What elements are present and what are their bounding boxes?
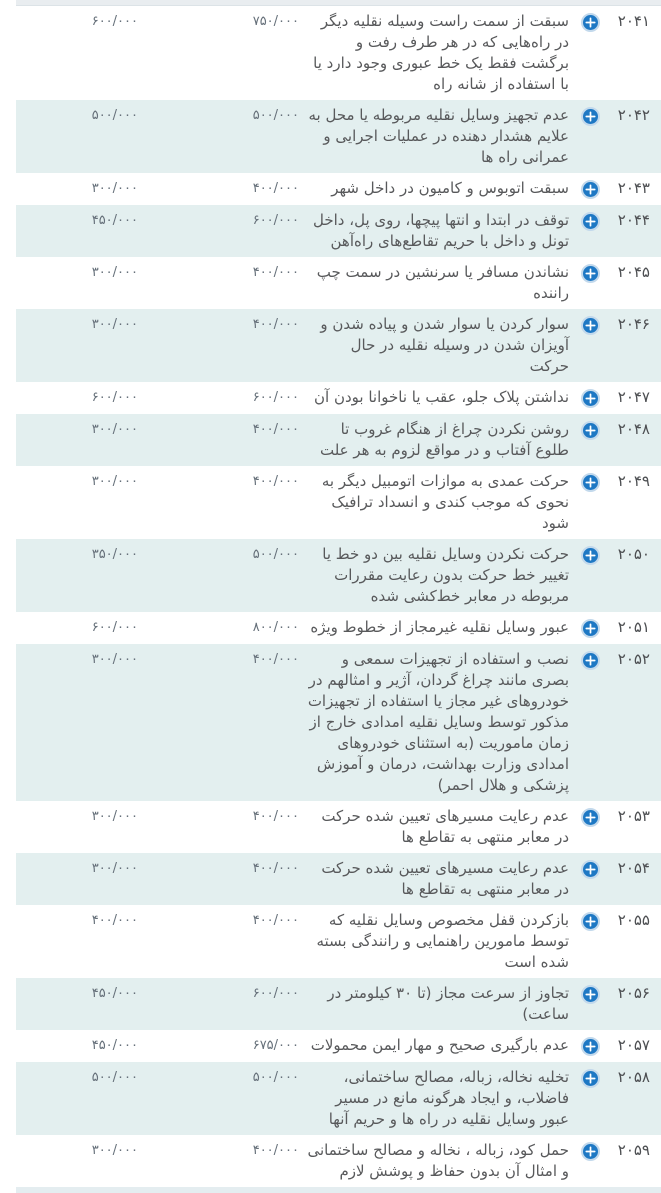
expand-row-button[interactable] (580, 472, 601, 493)
expander-cell (569, 105, 611, 127)
violation-code: ۲۰۵۴ (617, 859, 650, 877)
plus-icon (580, 315, 601, 336)
table-row (16, 382, 661, 414)
violation-description: حمل کود، زباله ، نخاله و مصالح ساختمانی و امثال آن بدون حفاظ و پوشش لازم (307, 1141, 569, 1180)
expander-cell (569, 544, 611, 566)
plus-icon (580, 618, 601, 639)
fine-amount-primary: ۴۰۰/۰۰۰ (252, 861, 299, 876)
expand-row-button[interactable] (580, 807, 601, 828)
violation-description: حرکت نکردن وسایل نقلیه بین دو خط یا تغییر خط حرکت بدون رعایت مقررات مربوطه در معابر خط‌کشی شده (322, 545, 569, 605)
plus-icon (580, 263, 601, 284)
violation-code: ۲۰۵۱ (617, 618, 650, 636)
plus-icon (580, 984, 601, 1005)
expand-row-button[interactable] (580, 1036, 601, 1057)
fine-amount-primary: ۶۷۵/۰۰۰ (252, 1038, 299, 1053)
plus-icon (580, 650, 601, 671)
violation-code: ۲۰۴۱ (617, 12, 650, 30)
violation-code: ۲۰۴۹ (617, 472, 650, 490)
violation-code: ۲۰۵۳ (617, 807, 650, 825)
fine-amount-primary: ۴۰۰/۰۰۰ (252, 181, 299, 196)
next-row-top-edge (16, 1187, 661, 1193)
expander-cell (569, 314, 611, 336)
table-row (16, 205, 661, 257)
expand-row-button[interactable] (580, 179, 601, 200)
plus-icon (580, 420, 601, 441)
table-row (16, 978, 661, 1030)
expander-cell (569, 178, 611, 200)
violation-description: توقف در ابتدا و انتها پیچها، روی پل، داخل تونل و داخل با حریم تقاطع‌های راه‌آهن (313, 211, 569, 250)
fine-amount-primary: ۴۰۰/۰۰۰ (252, 913, 299, 928)
expander-cell (569, 1067, 611, 1089)
expand-row-button[interactable] (580, 545, 601, 566)
fine-amount-primary: ۴۰۰/۰۰۰ (252, 317, 299, 332)
table-row (16, 100, 661, 173)
expander-cell (569, 858, 611, 880)
expander-cell (569, 387, 611, 409)
plus-icon (580, 12, 601, 33)
fine-amount-primary: ۸۰۰/۰۰۰ (252, 620, 299, 635)
fine-amount-secondary: ۴۵۰/۰۰۰ (91, 1038, 138, 1053)
violation-code: ۲۰۵۵ (617, 911, 650, 929)
plus-icon (580, 388, 601, 409)
violation-description: نصب و استفاده از تجهیزات سمعی و بصری مانند چراغ گردان، آژیر و امثالهم در خودروهای غیر مجاز یا استفاده از تجهیزات مذکور توسط وسایل نقلیه امدادی خارج از زمان ماموریت (به استثنای خودروهای امدادی وزارت بهداشت، درمان و آموزش پزشکی و هلال احمر) (307, 650, 569, 794)
fine-amount-secondary: ۳۰۰/۰۰۰ (91, 809, 138, 824)
fine-amount-secondary: ۴۵۰/۰۰۰ (91, 986, 138, 1001)
table-row (16, 173, 661, 205)
violation-code: ۲۰۵۰ (617, 545, 650, 563)
table-row (16, 801, 661, 853)
violation-code: ۲۰۵۸ (617, 1068, 650, 1086)
fine-amount-secondary: ۶۰۰/۰۰۰ (91, 14, 138, 29)
fine-amount-secondary: ۳۰۰/۰۰۰ (91, 422, 138, 437)
expand-row-button[interactable] (580, 263, 601, 284)
table-row (16, 414, 661, 466)
expander-cell (569, 910, 611, 932)
fine-amount-secondary: ۴۰۰/۰۰۰ (91, 913, 138, 928)
expand-row-button[interactable] (580, 420, 601, 441)
fine-amount-primary: ۵۰۰/۰۰۰ (252, 108, 299, 123)
plus-icon (580, 859, 601, 880)
violation-code: ۲۰۵۶ (617, 984, 650, 1002)
expand-row-button[interactable] (580, 315, 601, 336)
violation-description: نشاندن مسافر یا سرنشین در سمت چپ راننده (316, 263, 569, 302)
table-row (16, 466, 661, 539)
expander-cell (569, 471, 611, 493)
table-row (16, 6, 661, 100)
plus-icon (580, 911, 601, 932)
violation-description: سوار کردن یا سوار شدن و پیاده شدن و آویزان شدن در وسیله نقلیه در حال حرکت (320, 315, 569, 375)
plus-icon (580, 211, 601, 232)
expander-cell (569, 983, 611, 1005)
fine-amount-secondary: ۳۰۰/۰۰۰ (91, 652, 138, 667)
violation-code: ۲۰۴۶ (617, 315, 650, 333)
fine-amount-primary: ۶۰۰/۰۰۰ (252, 986, 299, 1001)
plus-icon (580, 1141, 601, 1162)
expand-row-button[interactable] (580, 12, 601, 33)
fine-amount-secondary: ۳۰۰/۰۰۰ (91, 265, 138, 280)
violation-code: ۲۰۵۷ (617, 1036, 650, 1054)
expand-row-button[interactable] (580, 388, 601, 409)
expander-cell (569, 11, 611, 33)
violation-code: ۲۰۴۷ (617, 388, 650, 406)
table-row (16, 257, 661, 309)
expander-cell (569, 806, 611, 828)
fine-amount-primary: ۵۰۰/۰۰۰ (252, 547, 299, 562)
expander-cell (569, 419, 611, 441)
fine-amount-secondary: ۳۰۰/۰۰۰ (91, 1143, 138, 1158)
table-row (16, 853, 661, 905)
violation-description: عدم تجهیز وسایل نقلیه مربوطه یا محل به علایم هشدار دهنده در عملیات اجرایی و عمرانی راه ها (308, 106, 569, 166)
fine-amount-secondary: ۳۵۰/۰۰۰ (91, 547, 138, 562)
table-row (16, 1030, 661, 1062)
violation-description: عدم بارگیری صحیح و مهار ایمن محمولات (310, 1036, 569, 1054)
fine-amount-secondary: ۵۰۰/۰۰۰ (91, 1070, 138, 1085)
plus-icon (580, 545, 601, 566)
fine-amount-primary: ۷۵۰/۰۰۰ (252, 14, 299, 29)
fines-table (0, 6, 661, 1187)
expand-row-button[interactable] (580, 1141, 601, 1162)
violation-code: ۲۰۴۵ (617, 263, 650, 281)
table-row (16, 1135, 661, 1187)
violation-code: ۲۰۴۲ (617, 106, 650, 124)
fine-amount-primary: ۴۰۰/۰۰۰ (252, 652, 299, 667)
table-row (16, 644, 661, 801)
violation-code: ۲۰۵۹ (617, 1141, 650, 1159)
expander-cell (569, 649, 611, 671)
violation-description: روشن نکردن چراغ از هنگام غروب تا طلوع آفتاب و در مواقع لزوم به هر علت (319, 420, 569, 459)
fine-amount-primary: ۴۰۰/۰۰۰ (252, 1143, 299, 1158)
expander-cell (569, 1035, 611, 1057)
fine-amount-primary: ۴۰۰/۰۰۰ (252, 809, 299, 824)
table-row (16, 309, 661, 382)
fine-amount-secondary: ۳۰۰/۰۰۰ (91, 474, 138, 489)
violation-code: ۲۰۴۸ (617, 420, 650, 438)
fine-amount-secondary: ۴۵۰/۰۰۰ (91, 213, 138, 228)
table-row (16, 905, 661, 978)
violation-description: سبقت از سمت راست وسیله نقلیه دیگر در راه‌هایی که در هر طرف رفت و برگشت فقط یک خط عبوری وجود دارد یا با استفاده از شانه راه (313, 12, 569, 93)
plus-icon (580, 472, 601, 493)
violation-description: سبقت اتوبوس و کامیون در داخل شهر (331, 179, 569, 197)
fine-amount-secondary: ۶۰۰/۰۰۰ (91, 390, 138, 405)
expand-row-button[interactable] (580, 1068, 601, 1089)
fine-amount-secondary: ۳۰۰/۰۰۰ (91, 181, 138, 196)
violation-description: تجاوز از سرعت مجاز (تا ۳۰ کیلومتر در ساعت) (327, 984, 569, 1023)
expander-cell (569, 1140, 611, 1162)
expander-cell (569, 210, 611, 232)
fine-amount-secondary: ۶۰۰/۰۰۰ (91, 620, 138, 635)
violation-code: ۲۰۵۲ (617, 650, 650, 668)
fine-amount-secondary: ۵۰۰/۰۰۰ (91, 108, 138, 123)
violation-description: تخلیه نخاله، زباله، مصالح ساختمانی، فاضلاب، و ایجاد هرگونه مانع در مسیر عبور وسایل نقلیه در راه ها و حریم آنها (328, 1068, 569, 1128)
table-row (16, 539, 661, 612)
violation-description: عدم رعایت مسیرهای تعیین شده حرکت در معابر منتهی به تقاطع ها (321, 807, 569, 846)
expand-row-button[interactable] (580, 106, 601, 127)
expand-row-button[interactable] (580, 650, 601, 671)
violation-description: عبور وسایل نقلیه غیرمجاز از خطوط ویژه (310, 618, 569, 636)
plus-icon (580, 179, 601, 200)
expand-row-button[interactable] (580, 911, 601, 932)
plus-icon (580, 1036, 601, 1057)
violation-code: ۲۰۴۳ (617, 179, 650, 197)
fine-amount-secondary: ۳۰۰/۰۰۰ (91, 317, 138, 332)
fine-amount-primary: ۵۰۰/۰۰۰ (252, 1070, 299, 1085)
violation-description: بازکردن قفل مخصوص وسایل نقلیه که توسط مامورین راهنمایی و رانندگی بسته شده است (316, 911, 569, 971)
violation-description: حرکت عمدی به موازات اتومبیل دیگر به نحوی که موجب کندی و انسداد ترافیک شود (321, 472, 569, 532)
fine-amount-primary: ۶۰۰/۰۰۰ (252, 213, 299, 228)
fine-amount-primary: ۴۰۰/۰۰۰ (252, 474, 299, 489)
expander-cell (569, 262, 611, 284)
fine-amount-secondary: ۳۰۰/۰۰۰ (91, 861, 138, 876)
table-row (16, 612, 661, 644)
expand-row-button[interactable] (580, 618, 601, 639)
violation-code: ۲۰۴۴ (617, 211, 650, 229)
table-row (16, 1062, 661, 1135)
expander-cell (569, 617, 611, 639)
plus-icon (580, 1068, 601, 1089)
plus-icon (580, 807, 601, 828)
fine-amount-primary: ۴۰۰/۰۰۰ (252, 265, 299, 280)
expand-row-button[interactable] (580, 859, 601, 880)
violation-description: نداشتن پلاک جلو، عقب یا ناخوانا بودن آن (314, 388, 569, 406)
fine-amount-primary: ۴۰۰/۰۰۰ (252, 422, 299, 437)
expand-row-button[interactable] (580, 984, 601, 1005)
plus-icon (580, 106, 601, 127)
expand-row-button[interactable] (580, 211, 601, 232)
fine-amount-primary: ۶۰۰/۰۰۰ (252, 390, 299, 405)
violation-description: عدم رعایت مسیرهای تعیین شده حرکت در معابر منتهی به تقاطع ها (321, 859, 569, 898)
